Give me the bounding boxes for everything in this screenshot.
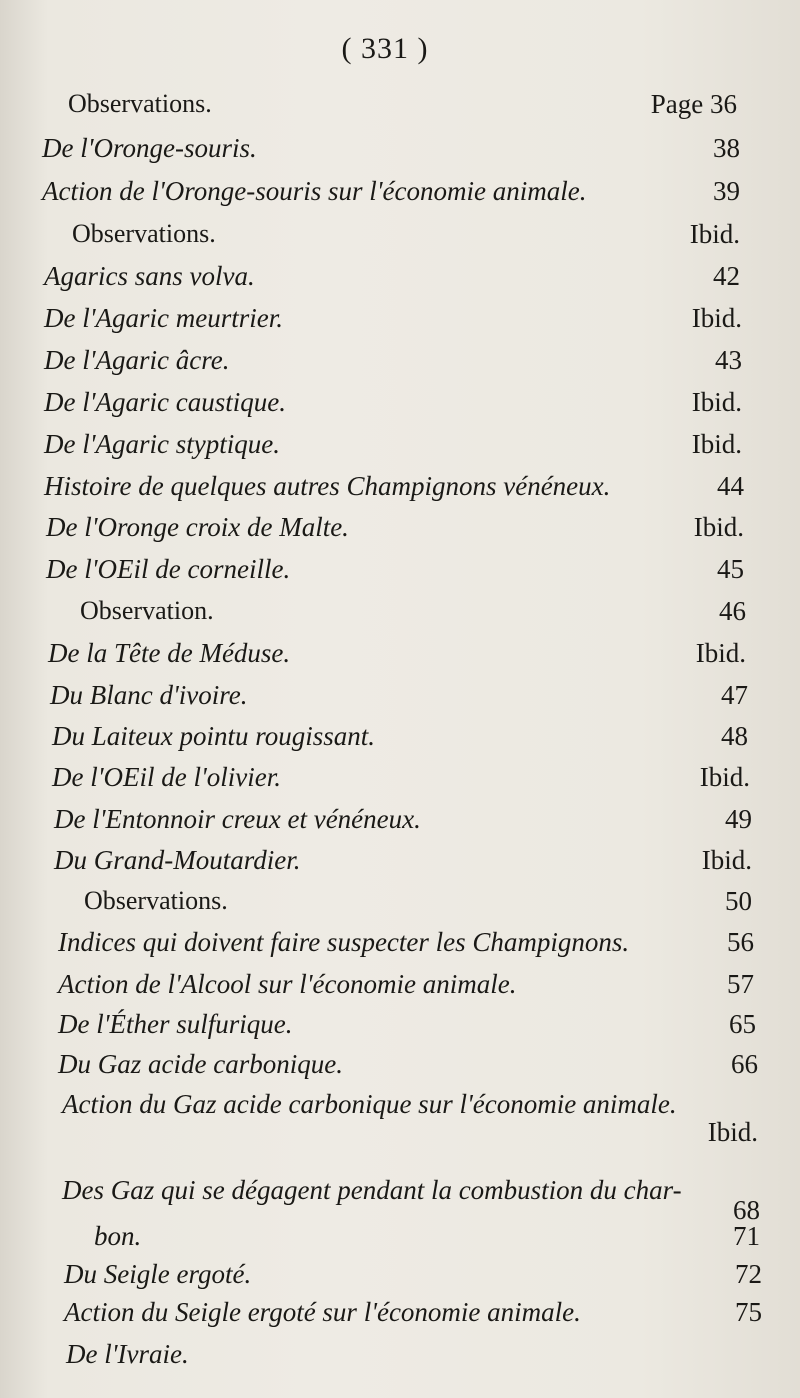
toc-entry-title: De l'Agaric caustique. bbox=[44, 387, 286, 417]
toc-entry bbox=[0, 591, 800, 631]
toc-entry-title: Histoire de quelques autres Champignons vénéneux. bbox=[44, 471, 611, 501]
toc-entry-title: bon. bbox=[94, 1221, 142, 1251]
toc-entry-page: 46 bbox=[719, 596, 746, 626]
toc-entry bbox=[0, 1112, 800, 1152]
toc-entry bbox=[0, 1216, 800, 1256]
toc-entry bbox=[0, 214, 800, 254]
toc-entry-page: 42 bbox=[713, 261, 740, 291]
toc-entry bbox=[0, 757, 800, 797]
toc-entry-page: 45 bbox=[717, 554, 744, 584]
toc-entry-title: De l'Entonnoir creux et vénéneux. bbox=[54, 804, 421, 834]
toc-entry-page: 65 bbox=[729, 1009, 756, 1039]
toc-entry-title: De la Tête de Méduse. bbox=[48, 638, 291, 668]
toc-entry bbox=[0, 128, 800, 168]
toc-entry bbox=[0, 340, 800, 380]
toc-entry bbox=[0, 424, 800, 464]
toc-entry-title: De l'Oronge-souris. bbox=[42, 133, 257, 163]
toc-entry-title: De l'Agaric meurtrier. bbox=[44, 303, 283, 333]
toc-entry bbox=[0, 633, 800, 673]
toc-entry-title: Action de l'Oronge-souris sur l'économie animale. bbox=[42, 176, 587, 206]
toc-entry-page: 39 bbox=[713, 176, 740, 206]
toc-entry-page: 56 bbox=[727, 927, 754, 957]
toc-entry-title: De l'Oronge croix de Malte. bbox=[46, 512, 349, 542]
toc-entry bbox=[0, 964, 800, 1004]
toc-entry-page: Ibid. bbox=[701, 845, 752, 875]
toc-entry bbox=[0, 1334, 800, 1374]
toc-entry bbox=[0, 466, 800, 506]
toc-entry bbox=[0, 507, 800, 547]
toc-entry-title: Du Grand-Moutardier. bbox=[54, 845, 301, 875]
toc-entry-title: Action du Seigle ergoté sur l'économie animale. bbox=[64, 1297, 581, 1327]
toc-entry-page: 72 bbox=[735, 1259, 762, 1289]
toc-entry-title: Observation. bbox=[80, 596, 214, 625]
toc-entry-page: Ibid. bbox=[689, 219, 740, 249]
toc-entry-title: De l'Éther sulfurique. bbox=[58, 1009, 293, 1039]
toc-entry-page: 75 bbox=[735, 1297, 762, 1327]
toc-entry-title: Des Gaz qui se dégagent pendant la combustion du char- bbox=[62, 1175, 682, 1205]
toc-entry bbox=[0, 382, 800, 422]
toc-entry bbox=[0, 298, 800, 338]
toc-entry bbox=[0, 922, 800, 962]
toc-entry-title: De l'OEil de corneille. bbox=[46, 554, 291, 584]
toc-entry-page: 47 bbox=[721, 680, 748, 710]
toc-entry-title: Observations. bbox=[72, 219, 216, 248]
toc-entry-title: Du Seigle ergoté. bbox=[64, 1259, 252, 1289]
toc-entry bbox=[0, 549, 800, 589]
toc-entry bbox=[0, 716, 800, 756]
toc-entry-title: Observations. bbox=[84, 886, 228, 915]
toc-entry-title: De l'Ivraie. bbox=[66, 1339, 189, 1369]
toc-entry-page: Ibid. bbox=[695, 638, 746, 668]
toc-entry bbox=[0, 881, 800, 921]
toc-entry-page: 38 bbox=[713, 133, 740, 163]
toc-entry-page: Ibid. bbox=[707, 1117, 758, 1147]
toc-entry-title: Agarics sans volva. bbox=[44, 261, 255, 291]
toc-entry bbox=[0, 1004, 800, 1044]
toc-entry-page: 50 bbox=[725, 886, 752, 916]
toc-entry-title: Du Gaz acide carbonique. bbox=[58, 1049, 343, 1079]
page-number: ( 331 ) bbox=[341, 32, 429, 65]
toc-entry-page: Ibid. bbox=[699, 762, 750, 792]
toc-entry-title: De l'OEil de l'olivier. bbox=[52, 762, 281, 792]
toc-entry bbox=[0, 256, 800, 296]
toc-entry-title: De l'Agaric âcre. bbox=[44, 345, 230, 375]
toc-entry-page: 44 bbox=[717, 471, 744, 501]
toc-entry bbox=[0, 840, 800, 880]
toc-entry-page: 43 bbox=[715, 345, 742, 375]
toc-entry-title: De l'Agaric styptique. bbox=[44, 429, 280, 459]
toc-entry-page: Ibid. bbox=[693, 512, 744, 542]
toc-entry-page: Page 36 bbox=[650, 89, 737, 119]
toc-entry bbox=[0, 1292, 800, 1332]
toc-entry bbox=[0, 171, 800, 211]
toc-entry-page: 49 bbox=[725, 804, 752, 834]
toc-entry bbox=[0, 1254, 800, 1294]
toc-entry-page: 71 bbox=[733, 1221, 760, 1251]
toc-entry-page: 68 bbox=[733, 1195, 760, 1225]
toc-entry-title: Du Laiteux pointu rougissant. bbox=[52, 721, 376, 751]
toc-entry-page: 57 bbox=[727, 969, 754, 999]
toc-entry-title: Action de l'Alcool sur l'économie animale. bbox=[58, 969, 517, 999]
toc-entry-page: Ibid. bbox=[691, 387, 742, 417]
toc-entry-page: Ibid. bbox=[691, 429, 742, 459]
toc-entry-page: Ibid. bbox=[691, 303, 742, 333]
toc-entry bbox=[0, 1044, 800, 1084]
toc-entry bbox=[0, 675, 800, 715]
toc-entry-page: 48 bbox=[721, 721, 748, 751]
toc-entry bbox=[0, 84, 800, 124]
toc-entry-title: Du Blanc d'ivoire. bbox=[50, 680, 248, 710]
toc-entry bbox=[0, 799, 800, 839]
toc-entry-page: 66 bbox=[731, 1049, 758, 1079]
toc-entry-title: Action du Gaz acide carbonique sur l'économie animale. bbox=[62, 1089, 677, 1119]
toc-entry-title: Indices qui doivent faire suspecter les Champignons. bbox=[58, 927, 630, 957]
toc-entry-title: Observations. bbox=[68, 89, 212, 118]
